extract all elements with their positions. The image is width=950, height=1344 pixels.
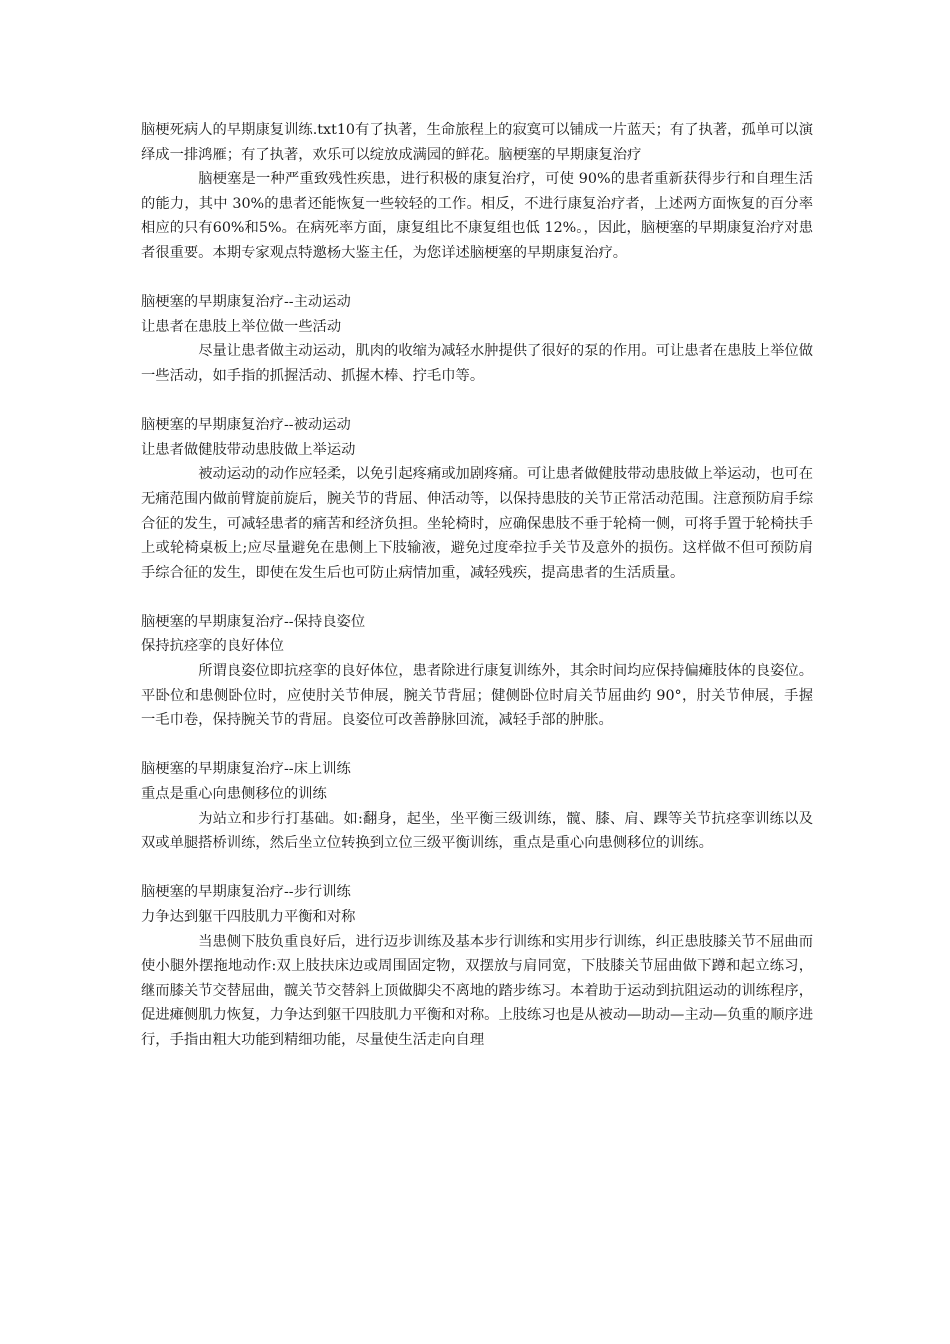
section-subheading: 保持抗痉挛的良好体位	[141, 638, 284, 655]
section-body: 所谓良姿位即抗痉挛的良好体位，患者除进行康复训练外，其余时间均应保持偏瘫肢体的良姿位。平卧位和患侧卧位时，应使肘关节伸展，腕关节背屈；健侧卧位时肩关节屈曲约 90°，肘关节伸展，手握一毛巾卷，保持腕关节的背屈。良姿位可改善静脉回流，减轻手部的肿胀。	[141, 663, 813, 729]
paragraph-gap	[141, 266, 813, 291]
section-body: 为站立和步行打基础。如:翻身，起坐，坐平衡三级训练，髋、膝、肩、踝等关节抗痉挛训练以及双或单腿搭桥训练，然后坐立位转换到立位三级平衡训练，重点是重心向患侧移位的训练。	[141, 810, 813, 852]
overview-paragraph: 脑梗塞是一种严重致残性疾患，进行积极的康复治疗，可使 90%的患者重新获得步行和自理生活的能力，其中 30%的患者还能恢复一些较轻的工作。相反，不进行康复治疗者，上述两方面恢复的百分率相应的只有60%和5%。在病死率方面，康复组比不康复组也低 12%。，因此，脑梗塞的早期康复治疗对患者很重要。本期专家观点特邀杨大鉴主任，为您详述脑梗塞的早期康复治疗。	[141, 171, 813, 261]
section-subheading: 重点是重心向患侧移位的训练	[141, 786, 327, 803]
section-body: 尽量让患者做主动运动，肌肉的收缩为减轻水肿提供了很好的泵的作用。可让患者在患肢上举位做一些活动，如手指的抓握活动、抓握木棒、拧毛巾等。	[141, 343, 813, 384]
section-body: 当患侧下肢负重良好后，进行迈步训练及基本步行训练和实用步行训练，纠正患肢膝关节不屈曲而使小腿外摆拖地动作:双上肢扶床边或周围固定物，双摆放与肩同宽，下肢膝关节屈曲做下蹲和起立练习，继而膝关节交替屈曲，髋关节交替斜上顶做脚尖不离地的踏步练习。本着助于运动到抗阻运动的训练程序，促进瘫侧肌力恢复，力争达到躯干四肢肌力平衡和对称。上肢练习也是从被动—助动—主动—负重的顺序进行，手指由粗大功能到精细功能，尽量使生活走向自理	[141, 933, 813, 1048]
section-heading: 脑梗塞的早期康复治疗--主动运动	[141, 294, 351, 311]
section-subheading: 让患者做健肢带动患肢做上举运动	[141, 441, 356, 458]
section-body: 被动运动的动作应轻柔，以免引起疼痛或加剧疼痛。可让患者做健肢带动患肢做上举运动，也可在无痛范围内做前臂旋前旋后，腕关节的背屈、伸活动等，以保持患肢的关节正常活动范围。注意预防肩手综合征的发生，可减轻患者的痛苦和经济负担。坐轮椅时，应确保患肢不垂于轮椅一侧，可将手置于轮椅扶手上或轮椅桌板上;应尽量避免在患侧上下肢输液，避免过度牵拉手关节及意外的损伤。这样做不但可预防肩手综合征的发生，即使在发生后也可防止病情加重，减轻残疾，提高患者的生活质量。	[141, 466, 813, 581]
section-heading: 脑梗塞的早期康复治疗--步行训练	[141, 884, 351, 901]
section-heading: 脑梗塞的早期康复治疗--保持良姿位	[141, 613, 366, 630]
paragraph-gap	[141, 389, 813, 414]
paragraph-gap	[141, 856, 813, 881]
paragraph-gap	[141, 585, 813, 610]
section-subheading: 让患者在患肢上举位做一些活动	[141, 318, 342, 335]
intro-paragraph: 脑梗死病人的早期康复训练.txt10有了执著，生命旅程上的寂寞可以铺成一片蓝天；有了执著，孤单可以演绎成一排鸿雁；有了执著，欢乐可以绽放成满园的鲜花。脑梗塞的早期康复治疗	[141, 122, 813, 163]
section-heading: 脑梗塞的早期康复治疗--被动运动	[141, 417, 351, 434]
paragraph-gap	[141, 733, 813, 758]
section-subheading: 力争达到躯干四肢肌力平衡和对称	[141, 909, 356, 925]
section-heading: 脑梗塞的早期康复治疗--床上训练	[141, 761, 351, 778]
document-page	[141, 118, 813, 1053]
